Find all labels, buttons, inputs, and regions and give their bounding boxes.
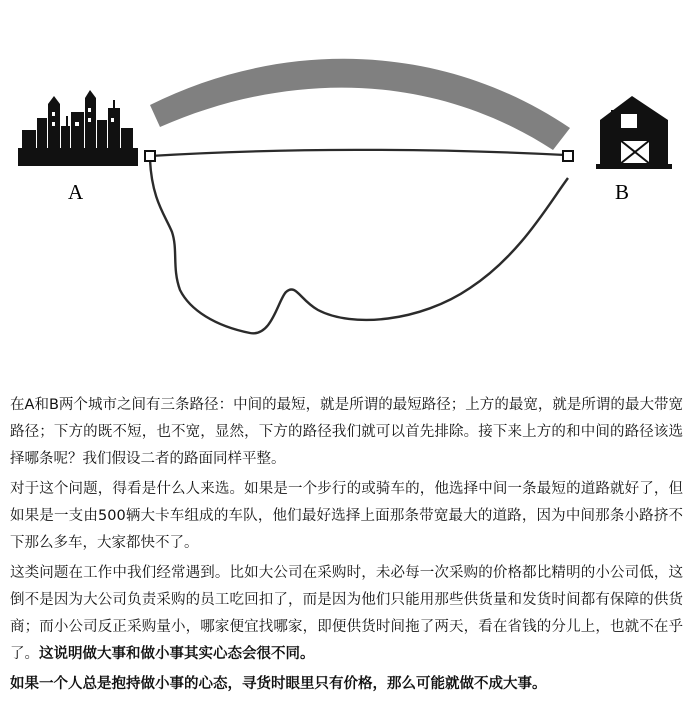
- city-label-b: B: [615, 180, 630, 204]
- paragraph-1: 在A和B两个城市之间有三条路径：中间的最短，就是所谓的最短路径；上方的最宽，就是所谓的最大带宽路径；下方的既不短，也不宽，显然，下方的路径我们就可以首先排除。接下来上方的和中间的路径该选择哪条呢？我们假设二者的路面同样平整。: [10, 397, 683, 467]
- paragraph-3: [10, 560, 683, 668]
- upper-wide-curved-road-icon: [150, 59, 570, 150]
- node-b-marker: [563, 151, 573, 161]
- paragraph-4: 如果一个人总是抱持做小事的心态，寻货时眼里只有价格，那么可能就做不成大事。: [10, 676, 547, 692]
- lower-long-narrow-road-icon: [150, 160, 568, 333]
- middle-shortest-straight-road-icon: [150, 150, 565, 156]
- city-skyline-icon: [18, 90, 138, 166]
- node-a-marker: [145, 151, 155, 161]
- paragraph-3-emphasis: 这说明做大事和做小事其实心态会很不同。: [39, 646, 315, 662]
- paragraph-2: 对于这个问题，得看是什么人来选。如果是一个步行的或骑车的，他选择中间一条最短的道路就好了，但如果是一支由500辆大卡车组成的车队，他们最好选择上面那条带宽最大的道路，因为中间那条小路挤不下那么多车，大家都快不了。: [10, 481, 683, 551]
- article-body: [10, 392, 683, 698]
- paragraph-3-normal: 这类问题在工作中我们经常遇到。比如大公司在采购时，未必每一次采购的价格都比精明的小公司低，这倒不是因为大公司负责采购的员工吃回扣了，而是因为他们只能用那些供货量和发货时间都有保障的供货商；而小公司反正采购量小，哪家便宜找哪家，即便供货时间拖了两天，看在省钱的分儿上，也就不在乎了。: [10, 565, 683, 662]
- city-label-a: A: [68, 180, 84, 204]
